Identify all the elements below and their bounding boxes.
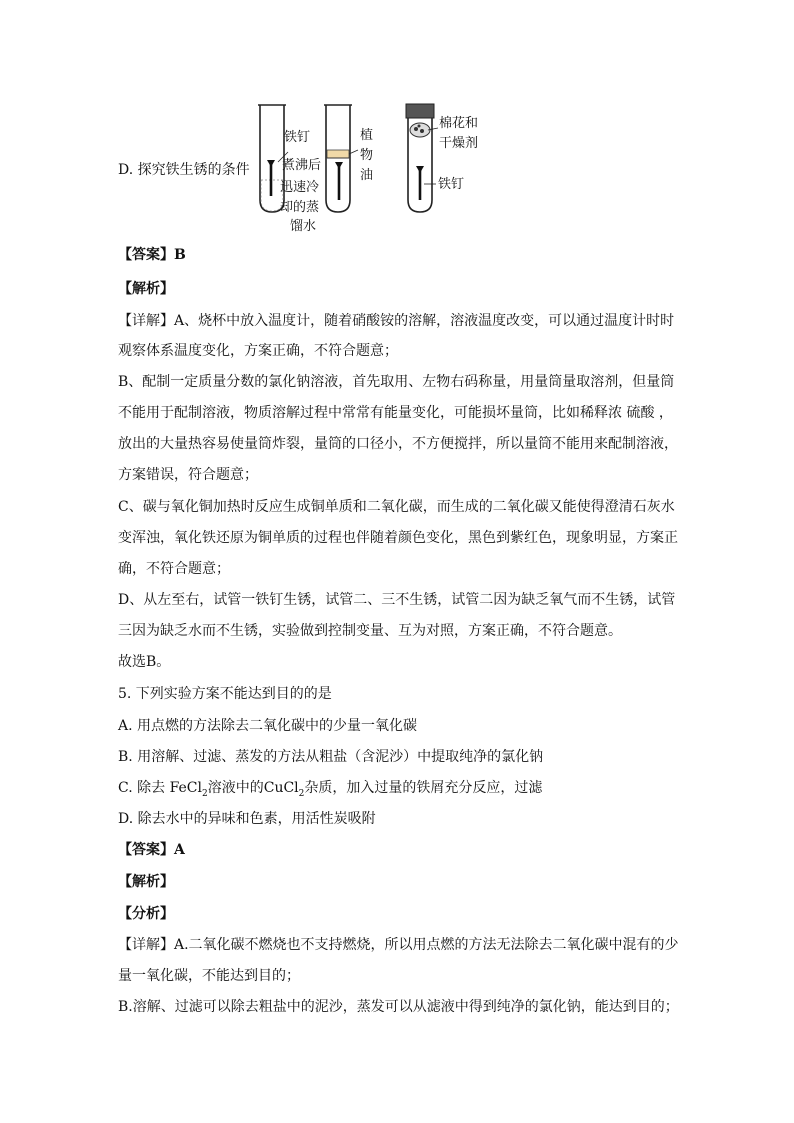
q4-answer: 【答案】B: [118, 247, 186, 263]
oil-label-1: 植: [360, 128, 374, 143]
oil-label-3: 油: [360, 168, 374, 183]
rust-experiment-figure: [250, 100, 510, 240]
q5-question: 5. 下列实验方案不能达到目的的是: [118, 686, 332, 702]
q5-answer: 【答案】A: [118, 842, 185, 858]
tube2-water-label-2: 迅速冷: [280, 180, 320, 195]
q5-analysis-line: 【详解】A.二氧化碳不燃烧也不支持燃烧，所以用点燃的方法无法除去二氧化碳中混有的少: [118, 937, 679, 953]
q5-option-c: C. 除去 FeCl$_2$溶液中的CuCl$_2$杂质，加入过量的铁屑充分反应，过滤: [118, 780, 543, 799]
q5-analysis-line: B.溶解、过滤可以除去粗盐中的泥沙，蒸发可以从滤液中得到纯净的氯化钠，能达到目的；: [118, 999, 679, 1015]
q5-option-a: A. 用点燃的方法除去二氧化碳中的少量一氧化碳: [118, 718, 418, 734]
tube1-nail-label: 铁钉: [284, 130, 311, 145]
q4-analysis-line: 观察体系温度变化，方案正确，不符合题意；: [118, 343, 398, 359]
oil-layer: [327, 150, 349, 158]
tube2-water-label-1: 煮沸后: [282, 158, 322, 173]
q5-analysis-line: 量一氧化碳，不能达到目的；: [118, 968, 300, 984]
oil-label-2: 物: [360, 148, 374, 163]
test-tube-3: [406, 104, 434, 212]
q4-analysis-line: 确，不符合题意；: [118, 561, 230, 577]
q4-analysis-line: D、从左至右，试管一铁钉生锈，试管二、三不生锈，试管二因为缺乏氧气而不生锈，试管: [118, 592, 676, 608]
q4-analysis-line: 变浑浊，氧化铁还原为铜单质的过程也伴随着颜色变化，黑色到紫红色，现象明显，方案正: [118, 530, 678, 546]
cotton-label-2: 干燥剂: [439, 136, 479, 151]
cotton-label-1: 棉花和: [439, 116, 479, 131]
stopper: [406, 104, 434, 118]
q4-analysis-line: 不能用于配制溶液，物质溶解过程中常常有能量变化，可能损坏量筒，比如稀释浓 硫酸 ，: [118, 405, 673, 421]
q4-analysis-line: 【详解】A、烧杯中放入温度计，随着硝酸铵的溶解，溶液温度改变，可以通过温度计时时: [118, 313, 675, 329]
tube3-nail-label: 铁钉: [438, 177, 465, 192]
q4-analysis-line: B、配制一定质量分数的氯化钠溶液，首先取用、左物右码称量，用量筒量取溶剂，但量筒: [118, 374, 675, 390]
q4-conclusion: 故选B。: [118, 654, 171, 670]
q5-option-b: B. 用溶解、过滤、蒸发的方法从粗盐（含泥沙）中提取纯净的氯化钠: [118, 749, 544, 765]
q4-analysis-line: 三因为缺乏水而不生锈，实验做到控制变量、互为对照，方案正确，不符合题意。: [118, 623, 622, 639]
q5-option-d: D. 除去水中的异味和色素，用活性炭吸附: [118, 811, 376, 827]
test-tube-2: [324, 105, 352, 212]
q5-analysis-sub: 【分析】: [118, 906, 174, 922]
q4-analysis-line: C、碳与氧化铜加热时反应生成铜单质和二氧化碳，而生成的二氧化碳又能使得澄清石灰水: [118, 499, 675, 515]
q4-analysis-heading: 【解析】: [118, 281, 174, 297]
q5-analysis-heading: 【解析】: [118, 874, 174, 890]
q4-analysis-line: 方案错误，符合题意；: [118, 467, 258, 483]
tube2-water-label-4: 馏水: [290, 219, 317, 234]
tube2-water-label-3: 却的蒸: [280, 200, 320, 215]
option-d-title: D. 探究铁生锈的条件: [118, 162, 250, 178]
q4-analysis-line: 放出的大量热容易使量筒炸裂，量筒的口径小，不方便搅拌，所以量筒不能用来配制溶液，: [118, 436, 678, 452]
